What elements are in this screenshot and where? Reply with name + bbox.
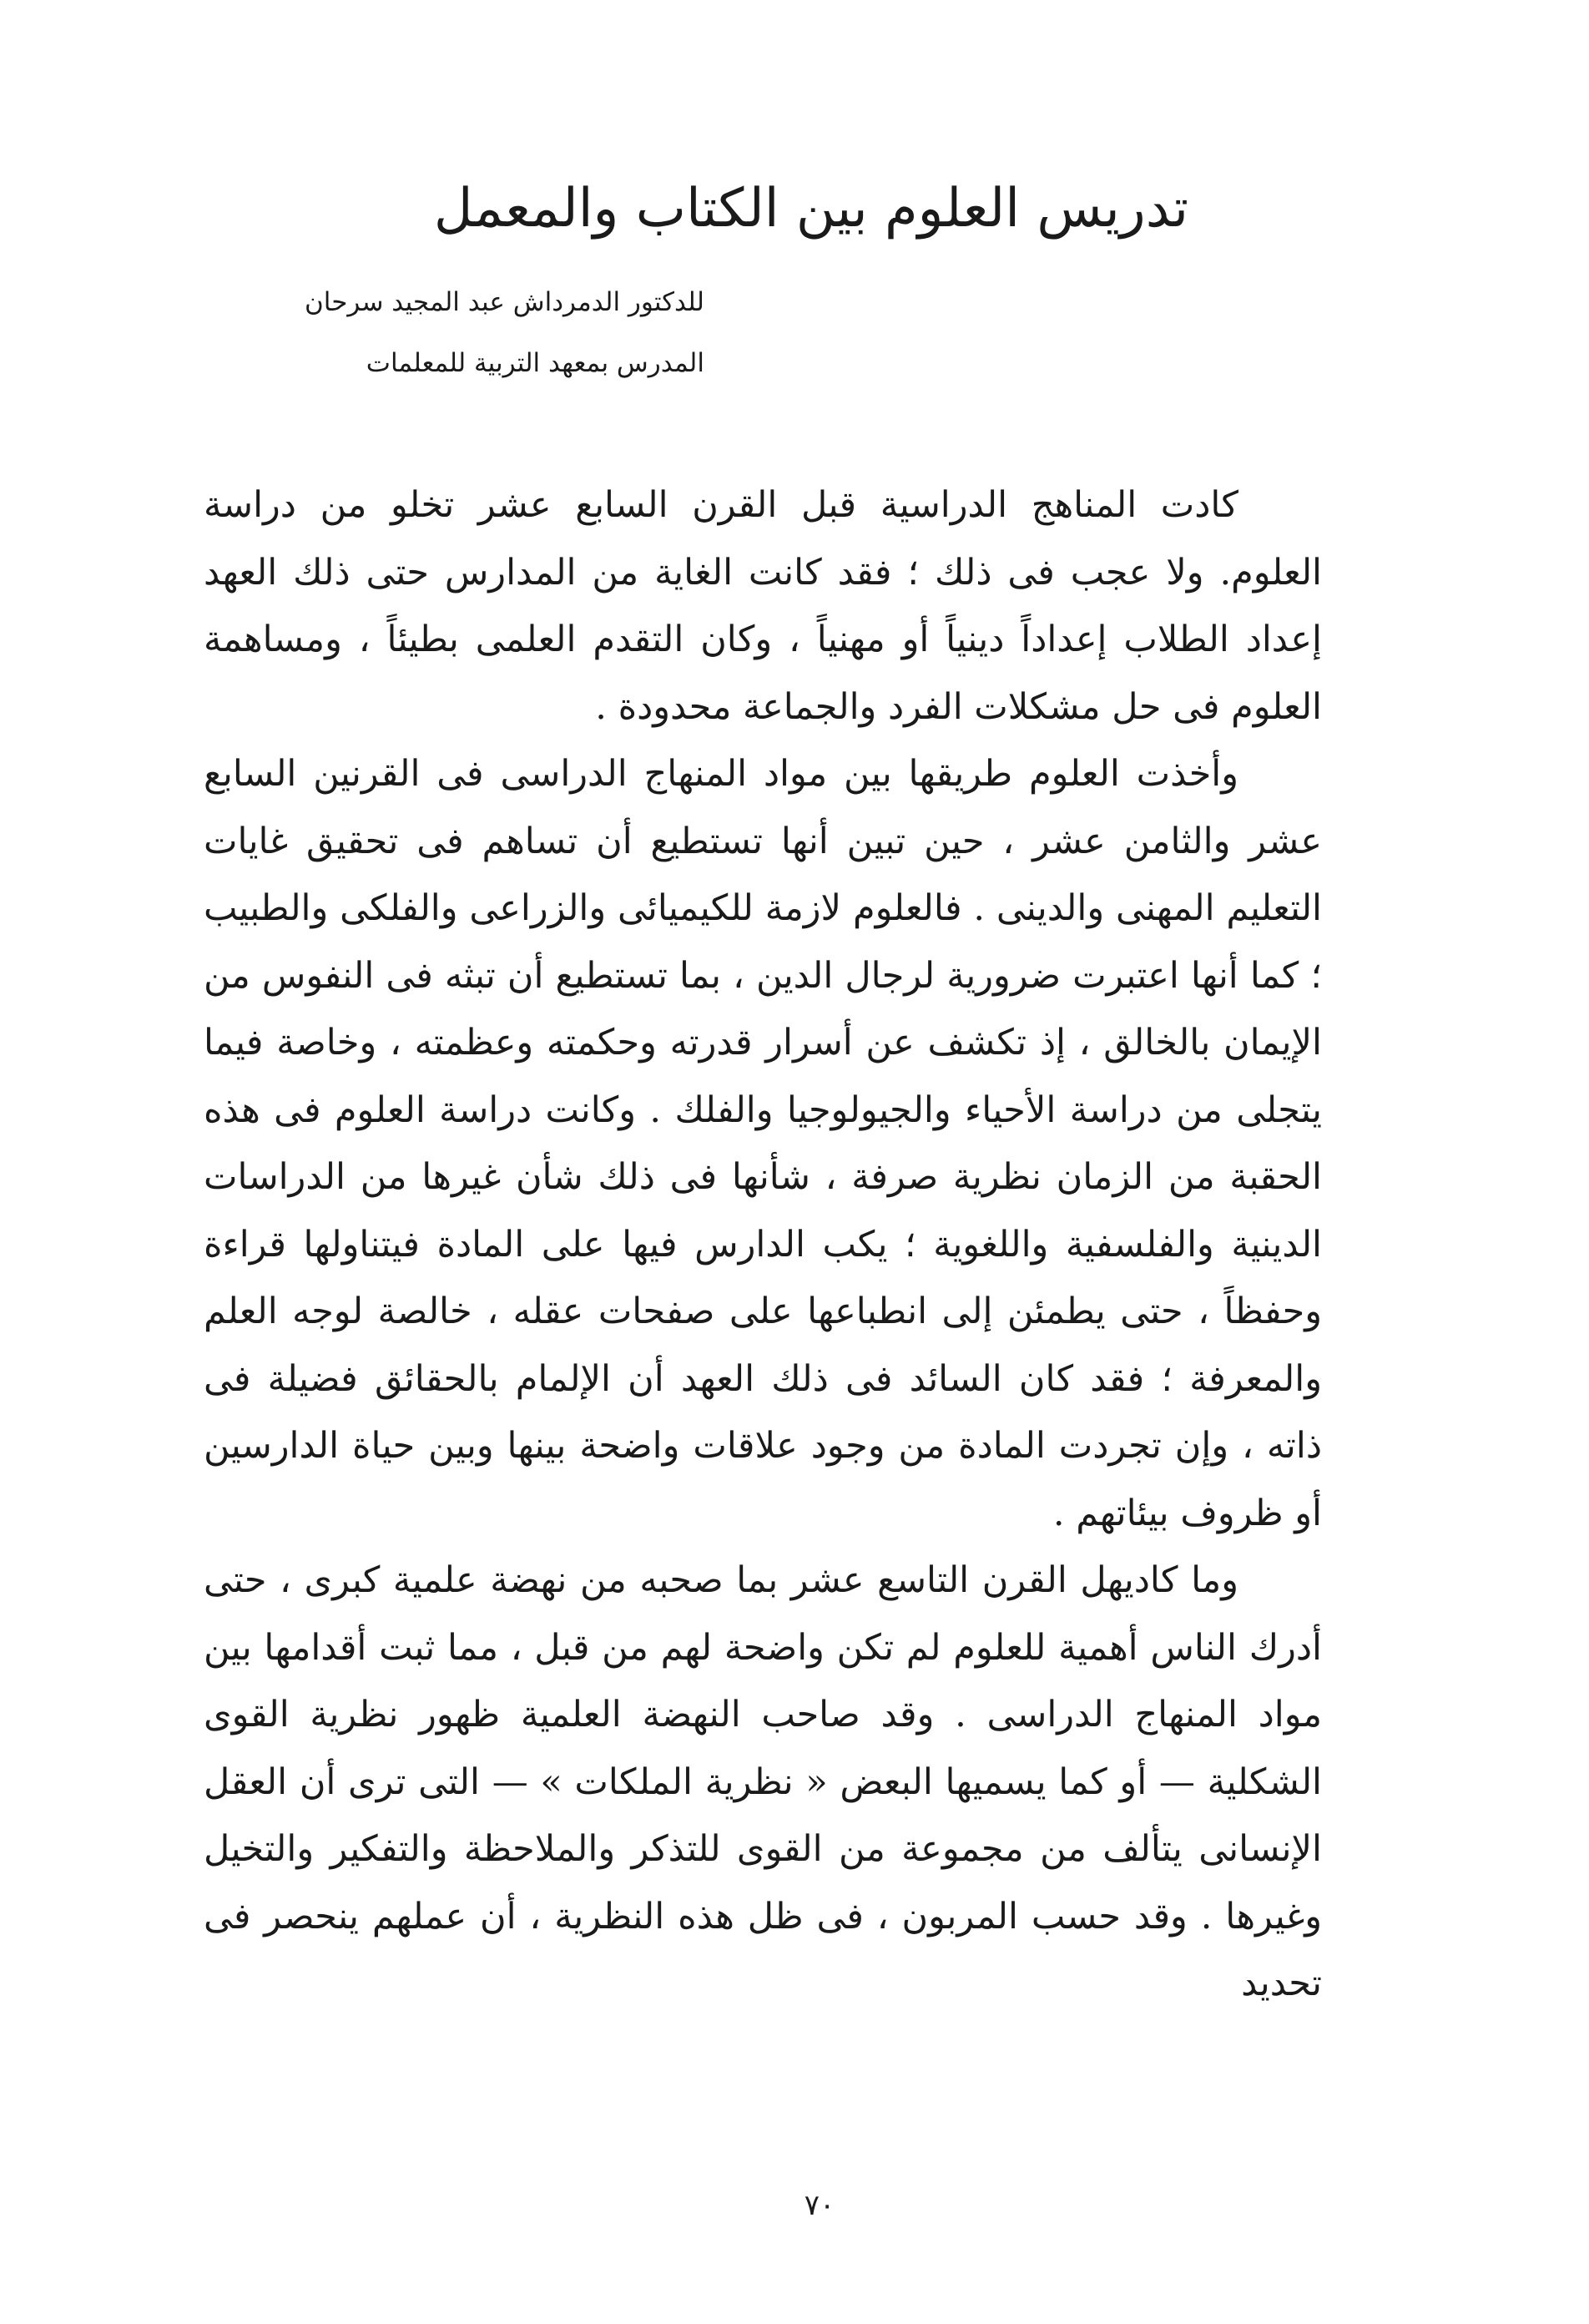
paragraph-2: وأخذت العلوم طريقها بين مواد المنهاج الدراسى فى القرنين السابع عشر والثامن عشر ، حين تبين أنها تستطيع أن تساهم فى تحقيق غايات التعليم المهنى والدينى . فالعلوم لازمة للكيميائى والزراعى والفلكى والطبيب ؛ كما أنها اعتبرت ضرورية لرجال الدين ، بما تستطيع أن تبثه فى النفوس من الإيمان بالخالق ، إذ تكشف عن أسرار قدرته وحكمته وعظمته ، وخاصة فيما يتجلى من دراسة الأحياء والجيولوجيا والفلك . وكانت دراسة العلوم فى هذه الحقبة من الزمان نظرية صرفة ، شأنها فى ذلك شأن غيرها من الدراسات الدينية والفلسفية واللغوية ؛ يكب الدارس فيها على المادة فيتناولها قراءة وحفظاً ، حتى يطمئن إلى انطباعها على صفحات عقله ، خالصة لوجه العلم والمعرفة ؛ فقد كان السائد فى ذلك العهد أن الإلمام بالحقائق فضيلة فى ذاته ، وإن تجردت المادة من وجود علاقات واضحة بينها وبين حياة الدارسين أو ظروف بيئاتهم . [204,753,1322,1534]
article-body [204,472,1322,2018]
paragraph-3: وما كاديهل القرن التاسع عشر بما صحبه من نهضة علمية كبرى ، حتى أدرك الناس أهمية للعلوم لم تكن واضحة لهم من قبل ، مما ثبت أقدامها بين مواد المنهاج الدراسى . وقد صاحب النهضة العلمية ظهور نظرية القوى الشكلية — أو كما يسميها البعض « نظرية الملكات » — التى ترى أن العقل الإنسانى يتألف من مجموعة من القوى للتذكر والملاحظة والتفكير والتخيل وغيرها . وقد حسب المربون ، فى ظل هذه النظرية ، أن عملهم ينحصر فى تحديد [204,1559,1322,2004]
article-title: تدريس العلوم بين الكتاب والمعمل [433,178,1189,240]
author-name: للدكتور الدمرداش عبد المجيد سرحان [305,287,704,317]
page-number: ٧٠ [804,2189,835,2222]
author-affiliation: المدرس بمعهد التربية للمعلمات [366,348,704,378]
paragraph-1: كادت المناهج الدراسية قبل القرن السابع عشر تخلو من دراسة العلوم. ولا عجب فى ذلك ؛ فقد كانت الغاية من المدارس حتى ذلك العهد إعداد الطلاب إعداداً دينياً أو مهنياً ، وكان التقدم العلمى بطيئاً ، ومساهمة العلوم فى حل مشكلات الفرد والجماعة محدودة . [204,484,1322,728]
author-byline [270,272,704,394]
